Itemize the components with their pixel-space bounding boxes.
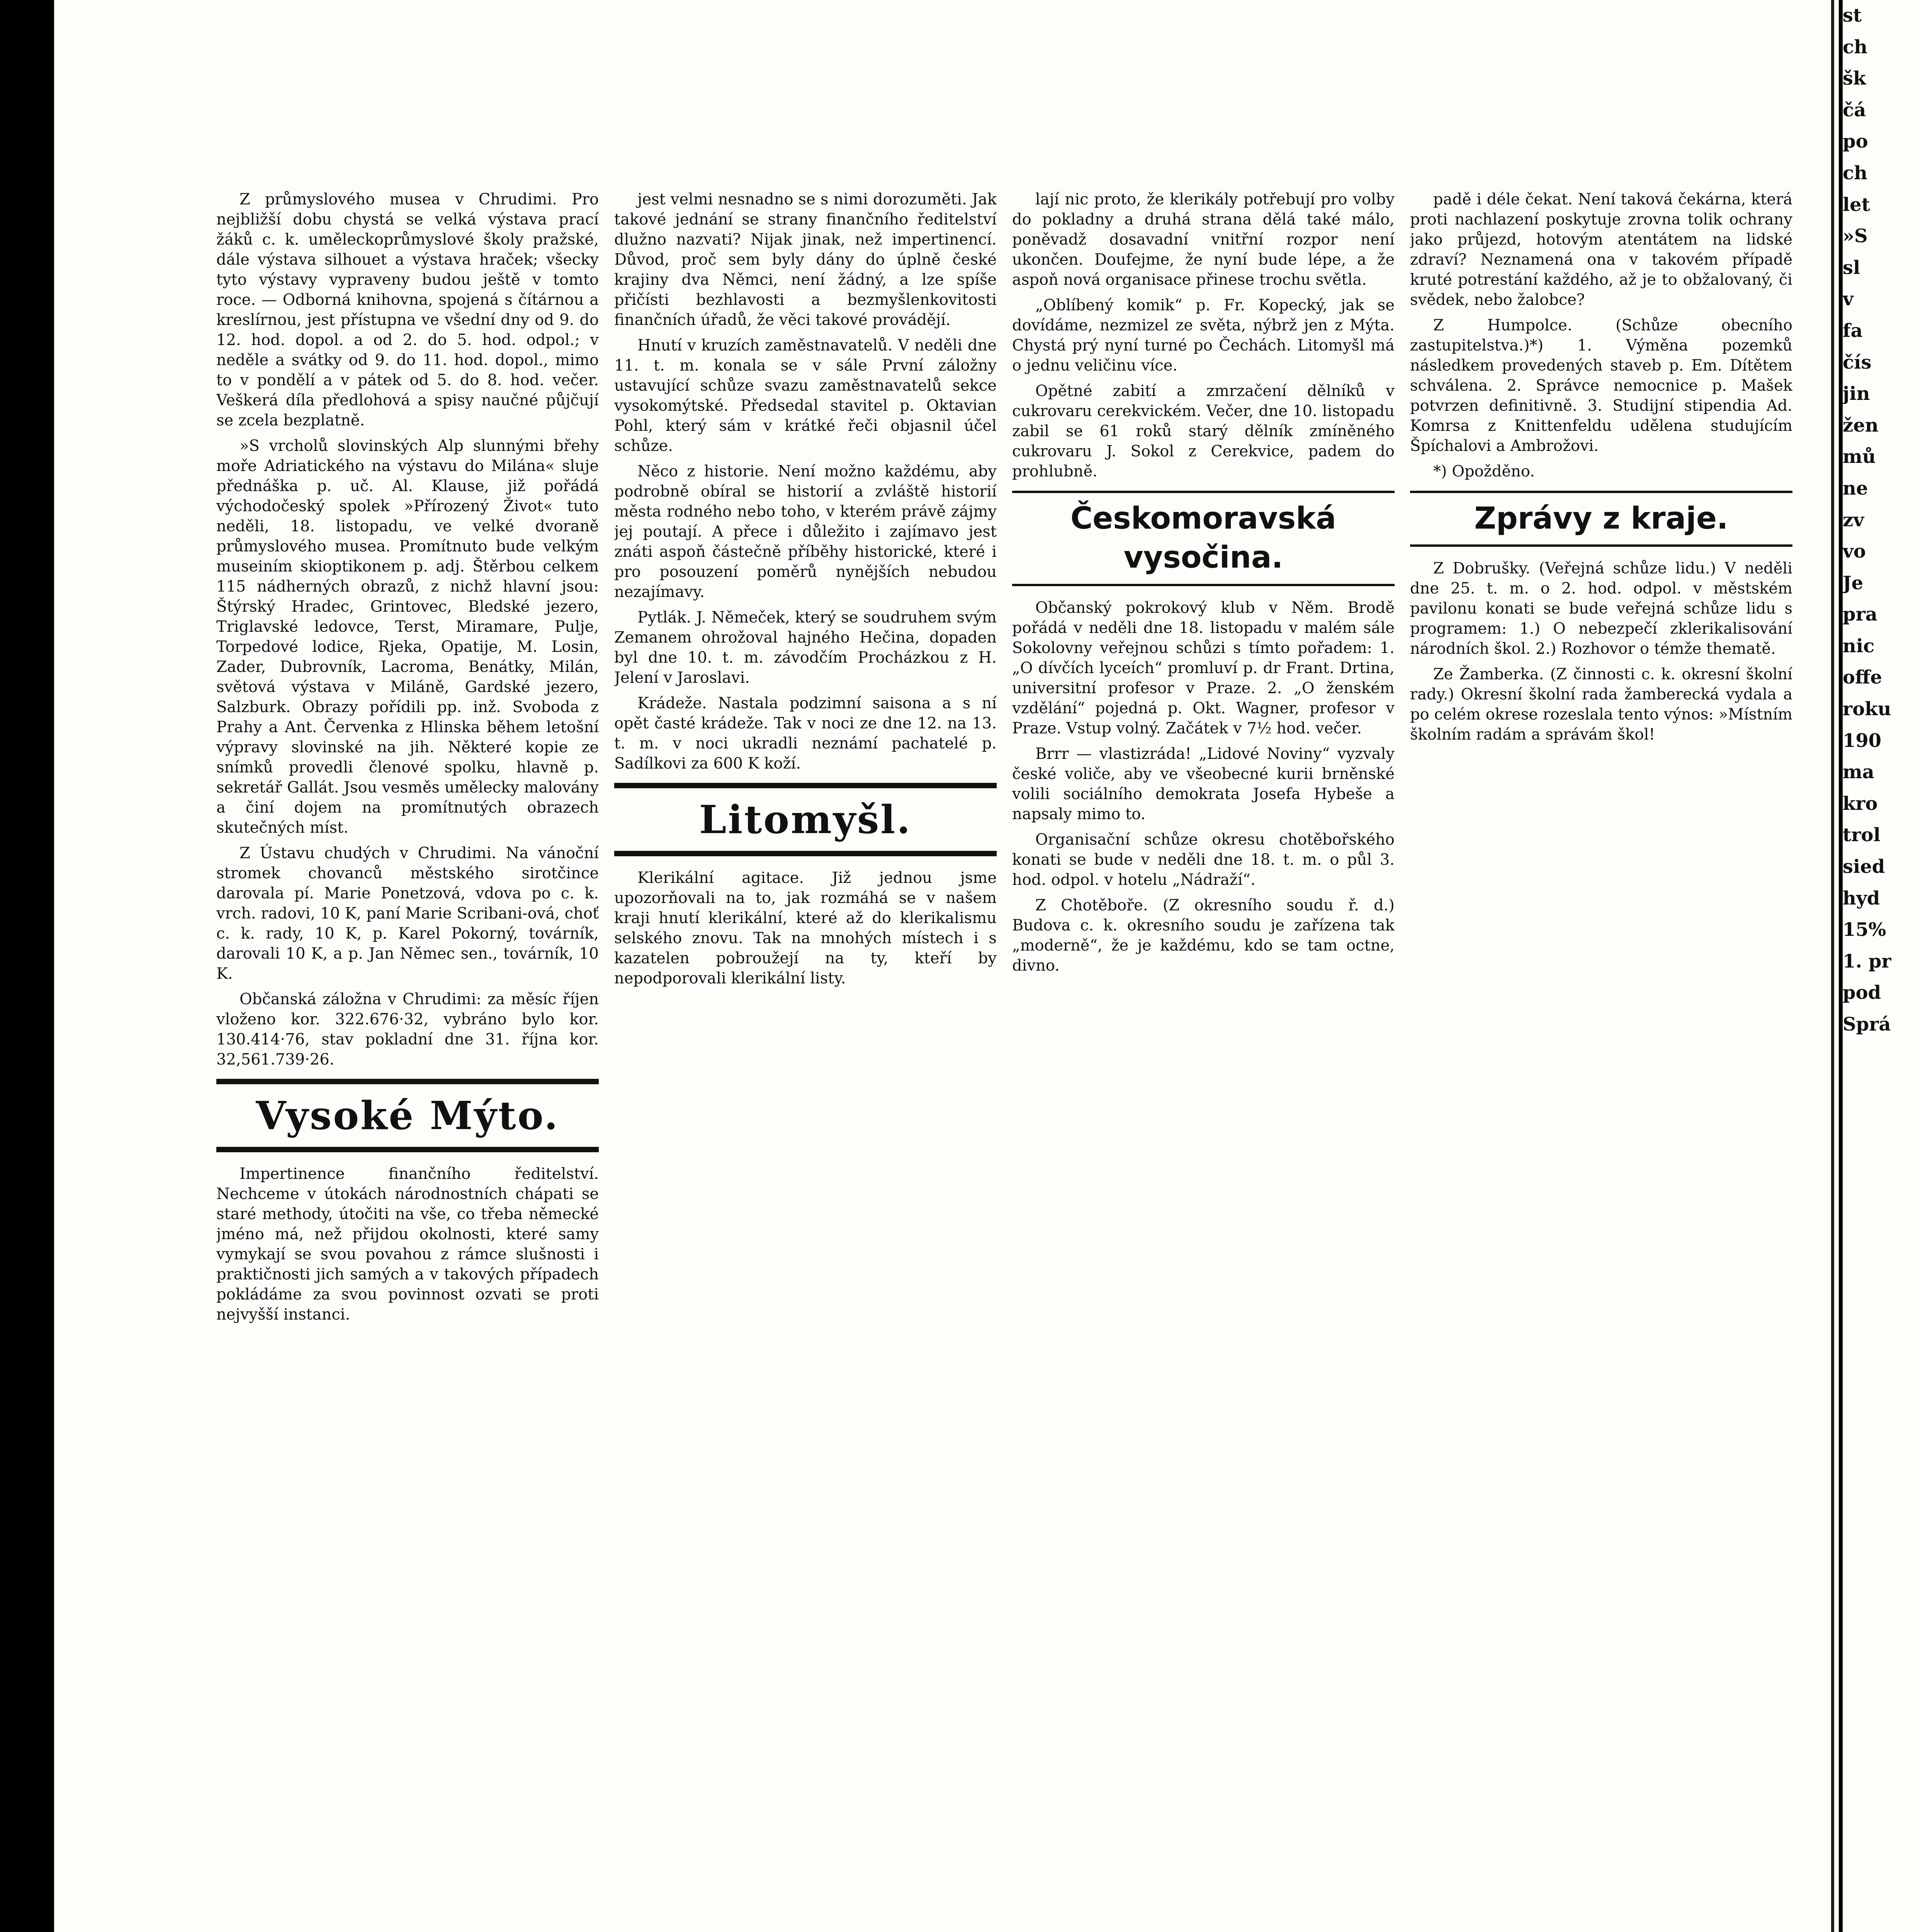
column-3 [1012, 189, 1395, 1932]
strip-text: hyd [1843, 887, 1880, 909]
article: Z Ústavu chudých v Chrudimi. Na vánoční stromek chovanců městského sirotčince darovala pí. Marie Ponetzová, vdova po c. k. vrch. radovi, 10 K, paní Marie Scribani-ová, choť c. k. rady, 10 K, p. Karel Pokorný, továrník, darovali 10 K, a p. Jan Němec sen., továrník, 10 K. [216, 844, 599, 983]
strip-text: čá [1843, 99, 1866, 121]
article: Impertinence finančního ředitelství. Nechceme v útokách národnostních chápati se staré methody, útočiti na vše, co třeba německé jméno má, než přijdou okolnosti, které samy vymykají se svou povahou z rámce slušnosti i praktičnosti jich samých a v takových případech pokládáme za svou povinnost ozvati se proti nejvyšší instanci. [216, 1165, 599, 1323]
strip-text: jin [1843, 383, 1870, 405]
article: Občanský pokrokový klub v Něm. Brodě pořádá v neděli dne 18. listopadu v malém sále Sokolovny veřejnou schůzi s tímto pořadem: 1. „O dívčích lyceích“ promluví p. dr Frant. Drtina, universitní profesor v Praze. 2. „O ženském vzdělání“ pojedná p. Okt. Wagner, profesor v Praze. Vstup volný. Začátek v 7½ hod. večer. [1012, 599, 1395, 737]
strip-text: trol [1843, 824, 1881, 846]
strip-text: 1. pr [1843, 950, 1891, 972]
strip-text: roku [1843, 698, 1891, 720]
article: Občanská záložna v Chrudimi: za měsíc říjen vloženo kor. 322.676·32, vybráno bylo kor. 130.414·76, stav pokladní dne 31. října kor. 32,561.739·26. [216, 990, 599, 1068]
article: Ze Žamberka. (Z činnosti c. k. okresní školní rady.) Okresní školní rada žamberecká vydala a po celém okrese rozeslala tento výnos: »Místním školním radám a správám škol! [1410, 665, 1792, 744]
article: „Oblíbený komik“ p. Fr. Kopecký, jak se dovídáme, nezmizel ze světa, nýbrž jen z Mýta. Chystá prý nyní turné po Čechách. Litomyšl má o jednu veličinu více. [1012, 296, 1395, 374]
strip-text: zv [1843, 509, 1864, 531]
strip-text: Je [1843, 572, 1864, 594]
page-edge [1831, 0, 1834, 1932]
column-2 [614, 189, 997, 1932]
article: jest velmi nesnadno se s nimi dorozuměti. Jak takové jednání se strany finančního ředitelství dlužno nazvati? Nijak jinak, než impertinencí. Důvod, proč sem byly dány do úplně české krajiny dva Němci, není žádný, a lze spíše přičísti bezhlavosti a bezmyšlenkovitosti finančních úřadů, že věci takové provádějí. [614, 190, 997, 329]
strip-text: mů [1843, 446, 1876, 468]
newspaper-page [54, 0, 1839, 1932]
column-1 [216, 189, 599, 1932]
adjacent-page-strip [1843, 0, 1918, 1932]
strip-text: nic [1843, 635, 1875, 657]
section-heading: Vysoké Mýto. [216, 1079, 599, 1152]
article: Z Chotěboře. (Z okresního soudu ř. d.) Budova c. k. okresního soudu je zařízena tak „moderně“, že je každému, kdo se tam octne, divno. [1012, 896, 1395, 975]
article: lají nic proto, že klerikály potřebují pro volby do pokladny a druhá strana dělá také málo, poněvadž dosavadní vnitřní rozpor není ukončen. Doufejme, že nyní bude lépe, a že aspoň nová organisace přinese trochu světla. [1012, 190, 1395, 289]
strip-text: let [1843, 194, 1870, 216]
strip-text: fa [1843, 320, 1863, 342]
strip-text: ma [1843, 761, 1874, 783]
article: Organisační schůze okresu chotěbořského konati se bude v neděli dne 18. t. m. o půl 3. hod. odpol. v hotelu „Nádraží“. [1012, 830, 1395, 889]
strip-text: ch [1843, 36, 1868, 58]
strip-text: v [1843, 288, 1853, 310]
strip-text: offe [1843, 667, 1882, 689]
strip-text: vo [1843, 541, 1866, 563]
strip-text: sied [1843, 856, 1885, 878]
strip-text: Sprá [1843, 1014, 1891, 1035]
column-4 [1410, 189, 1792, 1932]
strip-text: šk [1843, 68, 1866, 90]
section-heading: Zprávy z kraje. [1410, 491, 1792, 547]
strip-text: st [1843, 5, 1862, 26]
strip-text: 15% [1843, 919, 1886, 941]
article: Hnutí v kruzích zaměstnavatelů. V neděli dne 11. t. m. konala se v sále První záložny ustavující schůze svazu zaměstnavatelů sekce vysokomýtské. Předsedal stavitel p. Oktavian Pohl, který sám v krátké řeči objasnil účel schůze. [614, 337, 997, 455]
strip-text: po [1843, 131, 1868, 153]
strip-text: kro [1843, 793, 1878, 815]
article: padě i déle čekat. Není taková čekárna, která proti nachlazení poskytuje zrovna tolik ochrany jako průjezd, hotovým atentátem na lidské zdraví? Neznamená ona v takovém případě kruté potrestání každého, až je to obžalovaný, či svědek, nebo žalobce? [1410, 190, 1792, 309]
strip-text: sl [1843, 257, 1860, 279]
strip-text: čís [1843, 351, 1872, 373]
columns [216, 189, 1792, 1932]
strip-text: ne [1843, 477, 1868, 499]
article: Z průmyslového musea v Chrudimi. Pro nejbližší dobu chystá se velká výstava prací žáků c. k. uměleckoprůmyslové školy pražské, dále výstava silhouet a výstava hraček; všecky tyto výstavy vypraveny budou ještě v tomto roce. — Odborná knihovna, spojená s čítárnou a kreslírnou, jest přístupna ve všední dny od 9. do 12. hod. dopol. a od 2. do 5. hod. odpol.; v neděle a svátky od 9. do 11. hod. dopol., mimo to v pondělí a v pátek od 5. do 8. hod. večer. Veškerá díla předlohová a spisy naučné půjčují se zcela bezplatně. [216, 190, 599, 429]
section-heading: Českomoravská vysočina. [1012, 491, 1395, 586]
strip-text: 190 [1843, 730, 1882, 752]
strip-text: ch [1843, 162, 1868, 184]
strip-text: pra [1843, 604, 1877, 626]
article: Brrr — vlastizráda! „Lidové Noviny“ vyzvaly české voliče, aby ve všeobecné kurii brněnské volili sociálního demokrata Josefa Hybeše a napsaly mimo to. [1012, 745, 1395, 823]
article: Z Dobrušky. (Veřejná schůze lidu.) V neděli dne 25. t. m. o 2. hod. odpol. v městském pavilonu konati se bude veřejná schůze lidu s programem: 1.) O nebezpečí zklerikalisování národních škol. 2.) Rozhovor o témže thematě. [1410, 560, 1792, 658]
article: Z Humpolce. (Schůze obecního zastupitelstva.)*) 1. Výměna pozemků následkem provedených staveb p. Em. Dítětem schválena. 2. Správce nemocnice p. Mašek potvrzen definitivně. 3. Studijní stipendia Ad. Komrsa z Knittenfeldu udělena studujícím Špíchalovi a Ambrožovi. [1410, 316, 1792, 455]
strip-text: žen [1843, 414, 1879, 436]
article: Krádeže. Nastala podzimní saisona a s ní opět časté krádeže. Tak v noci ze dne 12. na 13. t. m. v noci ukradli neznámí pachatelé p. Sadílkovi za 600 K koží. [614, 694, 997, 772]
footnote: *) Opožděno. [1433, 463, 1535, 480]
section-heading: Litomyšl. [614, 783, 997, 856]
article: Pytlák. J. Němeček, který se soudruhem svým Zemanem ohrožoval hajného Hečina, dopaden byl dne 10. t. m. závodčím Procházkou z H. Jelení v Jaroslavi. [614, 609, 997, 687]
article: Něco z historie. Není možno každému, aby podrobně obíral se historií a zvláště historií města rodného nebo toho, v kterém právě zájmy jej poutají. A přece i důležito i zajímavo jest znáti aspoň částečně příběhy historické, které i pro posouzení poměrů nynějších nebudou nezajímavy. [614, 463, 997, 601]
article: »S vrcholů slovinských Alp slunnými břehy moře Adriatického na výstavu do Milána« sluje přednáška p. uč. Al. Klause, již pořádá východočeský spolek »Přírozený Život« tuto neděli, 18. listopadu, ve velké dvoraně průmyslového musea. Promítnuto bude velkým museiním skioptikonem p. adj. Štěrbou celkem 115 nádherných obrazů, z nichž hlavní jsou: Štýrský Hradec, Grintovec, Bledské jezero, Triglavské ledovce, Terst, Miramare, Pulje, Torpedové lodice, Rjeka, Opatije, M. Losin, Zader, Dubrovník, Lacroma, Benátky, Milán, světová výstava v Miláně, Gardské jezero, Salzburk. Obrazy pořídili pp. inž. Svoboda z Prahy a Ant. Červenka z Hlinska během letošní výpravy slovinské na jih. Některé kopie ze snímků provedli členové spolku, hlavně p. sekretář Gallát. Jsou vesměs umělecky malovány a činí dojem na promítnutých obrazech skutečných míst. [216, 437, 599, 837]
article: Opětné zabití a zmrzačení dělníků v cukrovaru cerekvickém. Večer, dne 10. listopadu zabil se 61 roků starý dělník zmíněného cukrovaru J. Sokol z Cerekvice, padem do prohlubně. [1012, 382, 1395, 480]
article: Klerikální agitace. Již jednou jsme upozorňovali na to, jak rozmáhá se v našem kraji hnutí klerikální, které až do klerikalismu selského znovu. Tak na mnohých místech i s kazatelen pobroužejí na ty, kteří by nepodporovali klerikální listy. [614, 869, 997, 987]
strip-text: pod [1843, 982, 1881, 1004]
strip-text: »S [1843, 225, 1868, 247]
